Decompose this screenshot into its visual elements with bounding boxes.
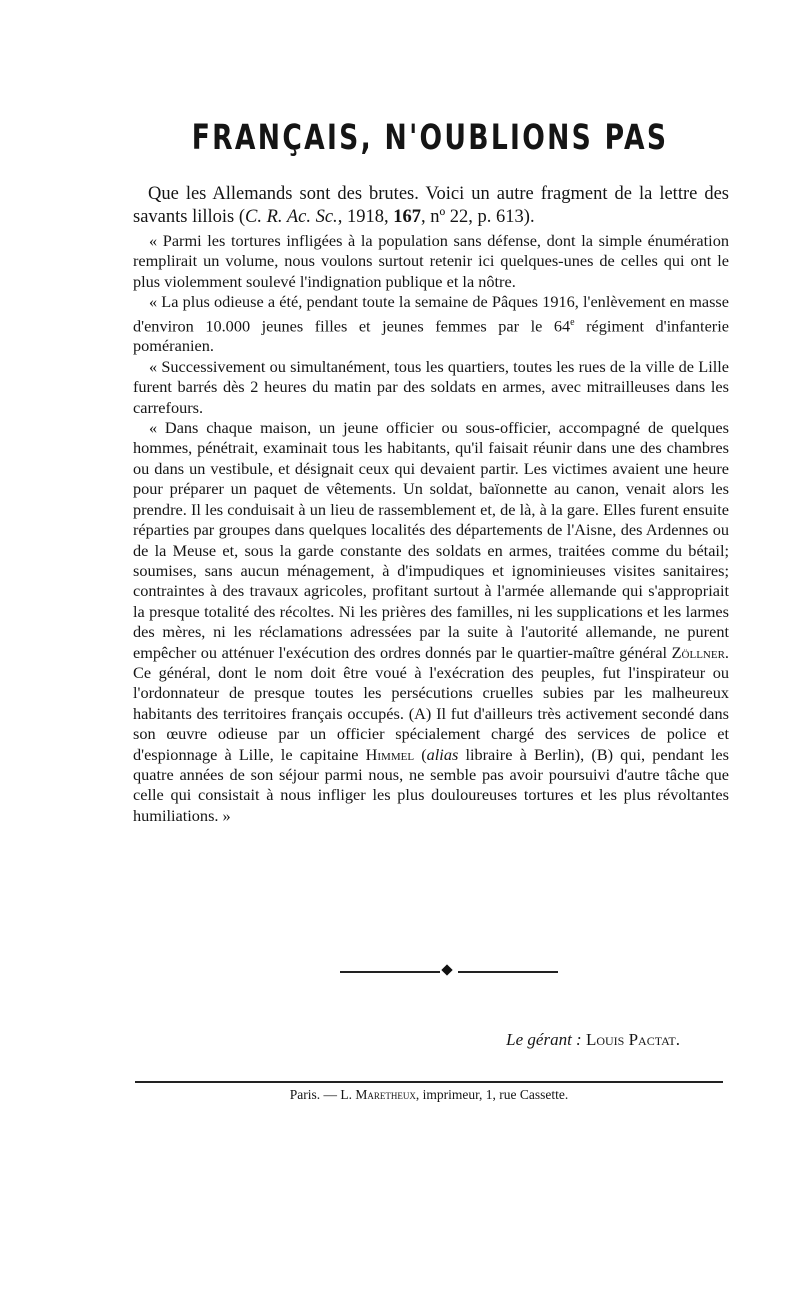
citation-rest: , nº 22, p. 613). (420, 207, 535, 227)
intro-paragraph (133, 183, 729, 229)
ordinal-superscript: e (570, 316, 575, 328)
imprint-text-b: , imprimeur, 1, rue Cassette. (415, 1087, 569, 1102)
letter-quotation (133, 231, 729, 826)
citation-volume: 167 (393, 207, 421, 227)
imprint-text-a: Paris. — L. (289, 1087, 356, 1102)
section-divider-ornament (340, 965, 558, 979)
divider-line-right (458, 971, 558, 973)
paragraph-2-text-b: régiment d'infanterie poméranien. (133, 316, 729, 356)
citation-year: , 1918, (337, 207, 394, 227)
name-zollner: Zöllner (671, 642, 725, 662)
signature-line (360, 1030, 680, 1050)
paragraph-3: « Successivement ou simultanément, tous les quartiers, toutes les rues de la ville de Lille furent barrés dès 2 heures du matin par des soldats en armes, avec mitrailleuses dans les carrefours. (133, 356, 729, 417)
paragraph-4 (133, 418, 729, 826)
paragraph-2-text-a: « La plus odieuse a été, pendant toute la semaine de Pâques 1916, l'enlèvement en masse d'environ 10.000 jeunes filles et jeunes femmes par le 64 (133, 292, 729, 336)
paragraph-4-text-c: ( (414, 744, 427, 764)
citation-journal: C. R. Ac. Sc. (245, 207, 338, 227)
paragraph-4-text-d: libraire à Berlin), (B) qui, pendant les quatre années de son séjour parmi nous, ne semble pas avoir poursuivi d'autre tâche que celle qui consistait à nous infliger les plus douloureuses tortures et les plus révoltantes humiliations. » (133, 744, 729, 825)
imprint-printer: Maretheux (355, 1087, 416, 1102)
signature-label: Le gérant : (506, 1030, 582, 1049)
printer-imprint (135, 1087, 723, 1103)
name-himmel: Himmel (365, 744, 415, 764)
paragraph-1: « Parmi les tortures infligées à la population sans défense, dont la simple énumération remplirait un volume, nous voulons surtout retenir ici quelques-unes de celles qui ont le plus violemment soulevé l'indignation publique et la nôtre. (133, 231, 729, 291)
alias-italic: alias (426, 744, 459, 764)
paragraph-4-text-b: . Ce général, dont le nom doit être voué à l'exécration des peuples, fut l'inspirateur ou l'ordonnateur de presque toutes les persécutions cruelles subies par les malheureux habitants des territoires français occupés. (A) Il fut d'ailleurs très activement secondé dans son œuvre odieuse par un officier spécialement chargé des services de police et d'espionnage à Lille, le capitaine (133, 642, 729, 764)
footer-rule (135, 1081, 723, 1083)
intro-text: Que les Allemands sont des brutes. Voici un autre fragment de la lettre des savants lillois ( (133, 184, 729, 227)
paragraph-2 (133, 292, 729, 357)
divider-line-left (340, 971, 440, 973)
diamond-ornament-icon (441, 964, 452, 975)
signature-name: Louis Pactat. (585, 1030, 680, 1049)
page-title: FRANÇAIS, N'OUBLIONS PAS (191, 118, 669, 158)
paragraph-4-text-a: « Dans chaque maison, un jeune officier ou sous-officier, accompagné de quelques hommes, pénétrait, examinait tous les habitants, qu'il faisait réunir dans une des chambres ou dans un vestibule, et désignait ceux qui devaient partir. Les victimes avaient une heure pour préparer un paquet de vêtements. Un soldat, baïonnette au canon, venait alors les prendre. Il les conduisait à un lieu de rassemblement et, de là, à la gare. Elles furent ensuite réparties par groupes dans quelques localités des départements de l'Aisne, des Ardennes ou de la Meuse et, sous la garde constante des soldats en armes, traitées comme du bétail; soumises, sans aucun ménagement, à d'impudiques et ignominieuses visites sanitaires; contraintes à des travaux agricoles, profitant surtout à l'armée allemande qui s'appropriait la presque totalité des récoltes. Ni les prières des familles, ni les supplications et les larmes des mères, ni les réclamations adressées par la suite à l'autorité allemande, ne purent empêcher ou atténuer l'exécution des ordres donnés par le quartier-maître général (133, 418, 729, 662)
